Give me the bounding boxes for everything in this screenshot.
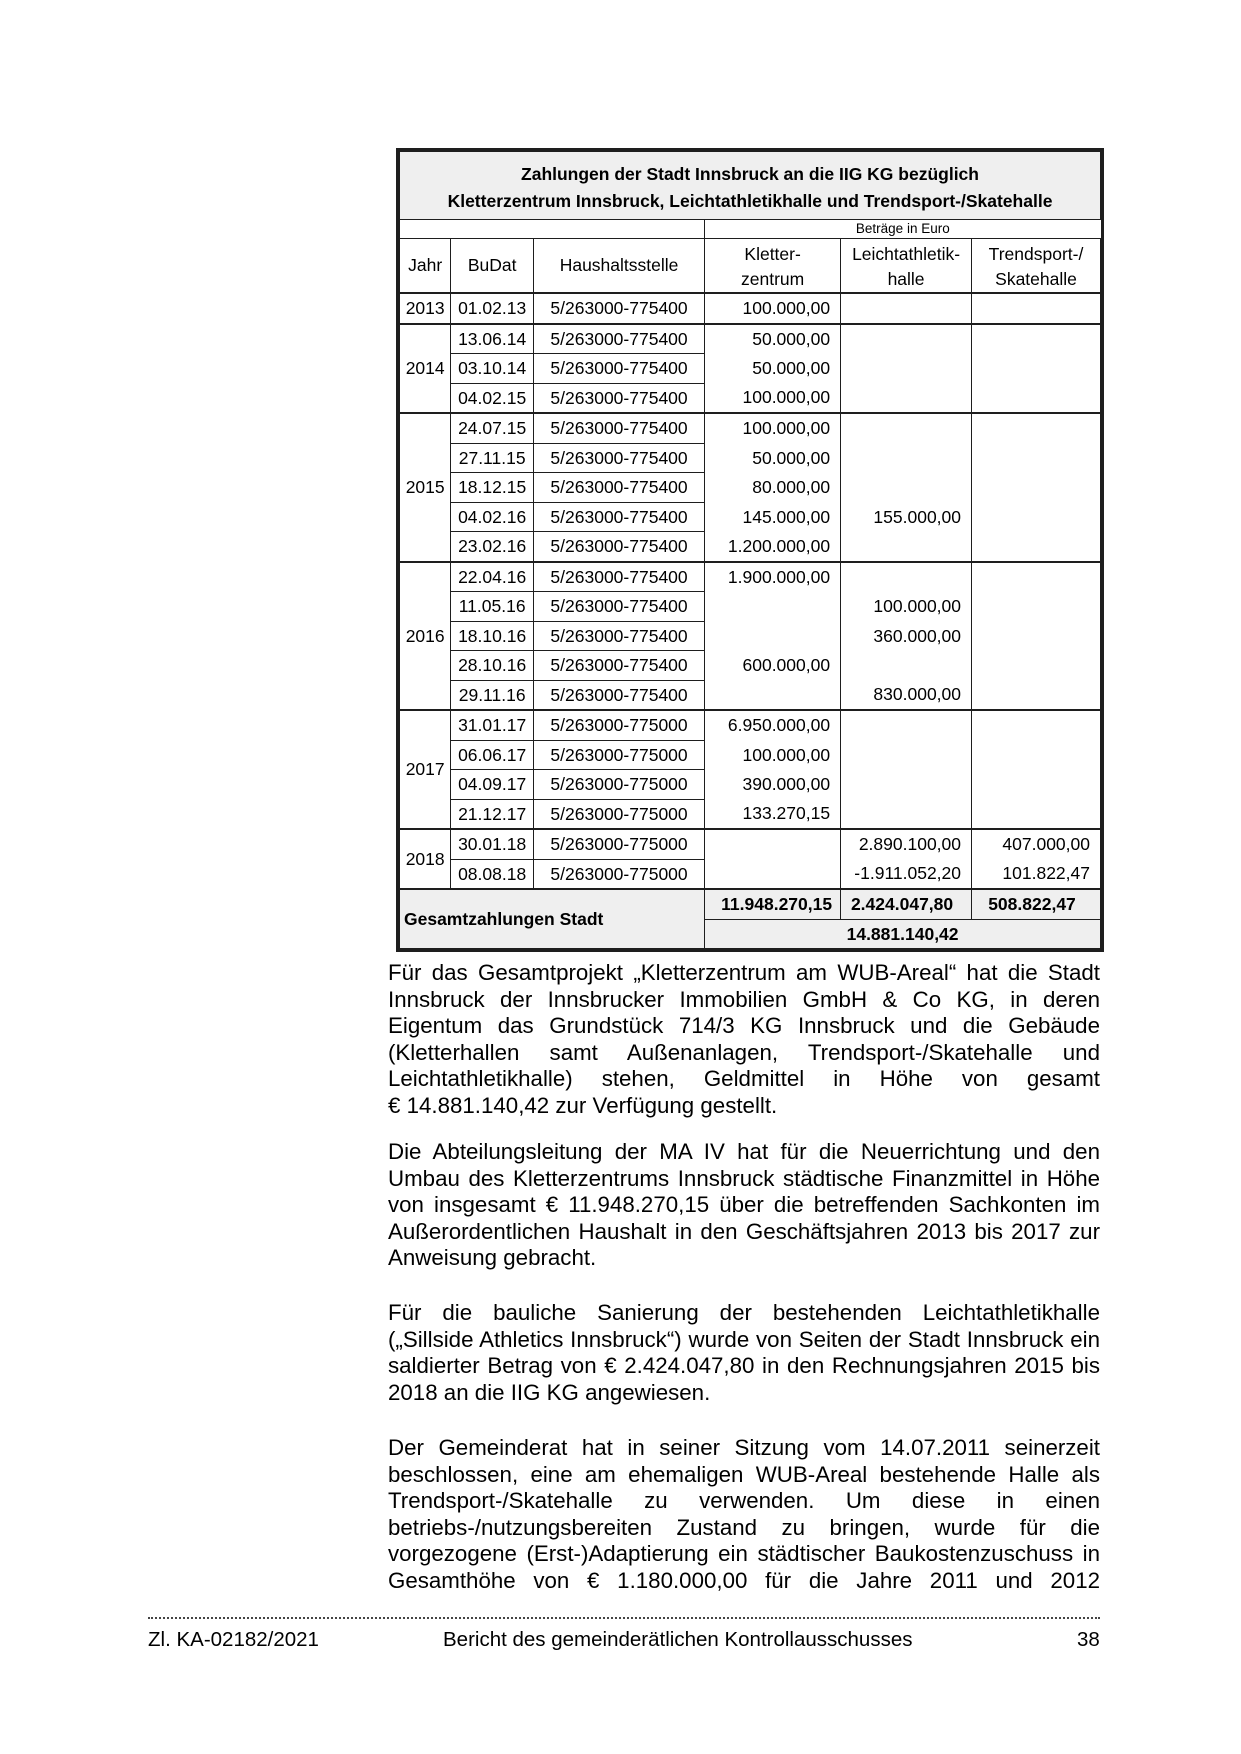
table-row: [400, 651, 1101, 681]
budat-cell: 04.02.15: [451, 383, 534, 413]
paragraph-line: Innsbruck der Innsbrucker Immobilien GmbH & Co KG, in deren: [388, 986, 1100, 1012]
trendsport-cell: [972, 740, 1101, 770]
leichtathletikhalle-cell: [841, 770, 972, 800]
haushaltsstelle-cell: 5/263000-775400: [533, 473, 704, 503]
leichtathletikhalle-cell: [841, 324, 972, 354]
kletterzentrum-cell: 1.200.000,00: [705, 532, 841, 562]
table-row: [400, 829, 1101, 859]
haushaltsstelle-cell: 5/263000-775400: [533, 532, 704, 562]
budat-cell: 04.02.16: [451, 502, 534, 532]
header-budat: BuDat: [451, 239, 534, 294]
kletterzentrum-cell: [705, 829, 841, 859]
paragraph-line: Die Abteilungsleitung der MA IV hat für die Neuerrichtung und den: [388, 1139, 1100, 1164]
haushaltsstelle-cell: 5/263000-775400: [533, 383, 704, 413]
trendsport-cell: [972, 293, 1101, 324]
budat-cell: 18.10.16: [451, 621, 534, 651]
paragraph-line: Außerordentlichen Haushalt in den Geschäftsjahren 2013 bis 2017 zur: [388, 1218, 1100, 1244]
haushaltsstelle-cell: 5/263000-775400: [533, 562, 704, 592]
paragraph-line: Eigentum das Grundstück 714/3 KG Innsbruck und die Gebäude: [388, 1013, 1100, 1038]
trendsport-cell: [972, 473, 1101, 503]
leichtathletikhalle-cell: -1.911.052,20: [841, 859, 972, 889]
kletterzentrum-cell: [705, 621, 841, 651]
kletterzentrum-cell: 100.000,00: [705, 413, 841, 443]
table-row: [400, 293, 1101, 324]
paragraph-line: beschlossen, eine am ehemaligen WUB-Areal bestehende Halle als: [388, 1461, 1100, 1487]
trendsport-cell: [972, 383, 1101, 413]
paragraph-line: Der Gemeinderat hat in seiner Sitzung vom 14.07.2011 seinerzeit: [388, 1435, 1100, 1460]
table-body: [400, 293, 1101, 889]
trendsport-cell: 101.822,47: [972, 859, 1101, 889]
paragraph-line: Umbau des Kletterzentrums Innsbruck städtische Finanzmittel in Höhe: [388, 1165, 1100, 1191]
kletterzentrum-cell: 1.900.000,00: [705, 562, 841, 592]
sum-leichtathletikhalle: 2.424.047,80: [841, 889, 972, 919]
trendsport-cell: [972, 592, 1101, 622]
leichtathletikhalle-cell: [841, 710, 972, 740]
budat-cell: 08.08.18: [451, 859, 534, 889]
trendsport-cell: [972, 502, 1101, 532]
budat-cell: 22.04.16: [451, 562, 534, 592]
footer-ref: Zl. KA-02182/2021: [148, 1628, 319, 1651]
paragraph-2: [388, 1139, 1100, 1272]
kletterzentrum-cell: 600.000,00: [705, 651, 841, 681]
haushaltsstelle-cell: 5/263000-775400: [533, 413, 704, 443]
budat-cell: 28.10.16: [451, 651, 534, 681]
table-row: [400, 680, 1101, 710]
haushaltsstelle-cell: 5/263000-775400: [533, 354, 704, 384]
leichtathletikhalle-cell: [841, 473, 972, 503]
haushaltsstelle-cell: 5/263000-775000: [533, 740, 704, 770]
haushaltsstelle-cell: 5/263000-775400: [533, 680, 704, 710]
kletterzentrum-cell: 390.000,00: [705, 770, 841, 800]
trendsport-cell: [972, 621, 1101, 651]
paragraph-line: Für das Gesamtprojekt „Kletterzentrum am WUB-Areal“ hat die Stadt: [388, 960, 1100, 985]
trendsport-cell: [972, 324, 1101, 354]
trendsport-cell: [972, 443, 1101, 473]
year-cell: 2014: [400, 324, 451, 414]
leichtathletikhalle-cell: [841, 443, 972, 473]
haushaltsstelle-cell: 5/263000-775400: [533, 621, 704, 651]
year-cell: 2013: [400, 293, 451, 324]
table-row: [400, 354, 1101, 384]
haushaltsstelle-cell: 5/263000-775000: [533, 710, 704, 740]
table-row: [400, 740, 1101, 770]
trendsport-cell: [972, 770, 1101, 800]
kletterzentrum-cell: 133.270,15: [705, 799, 841, 829]
table-row: [400, 502, 1101, 532]
table-row: [400, 770, 1101, 800]
kletterzentrum-cell: 6.950.000,00: [705, 710, 841, 740]
header-jahr: Jahr: [400, 239, 451, 294]
haushaltsstelle-cell: 5/263000-775400: [533, 502, 704, 532]
trendsport-cell: 407.000,00: [972, 829, 1101, 859]
paragraph-4: [388, 1435, 1100, 1594]
header-haushaltsstelle: Haushaltsstelle: [533, 239, 704, 294]
haushaltsstelle-cell: 5/263000-775000: [533, 829, 704, 859]
year-cell: 2015: [400, 413, 451, 562]
budat-cell: 29.11.16: [451, 680, 534, 710]
kletterzentrum-cell: 50.000,00: [705, 354, 841, 384]
kletterzentrum-cell: 100.000,00: [705, 740, 841, 770]
leichtathletikhalle-cell: [841, 799, 972, 829]
table-title-line1: Zahlungen der Stadt Innsbruck an die IIG KG bezüglich: [521, 164, 979, 184]
budat-cell: 24.07.15: [451, 413, 534, 443]
budat-cell: 03.10.14: [451, 354, 534, 384]
trendsport-cell: [972, 354, 1101, 384]
trendsport-cell: [972, 799, 1101, 829]
paragraph-line: betriebs-/nutzungsbereiten Zustand zu bringen, wurde für die: [388, 1514, 1100, 1540]
leichtathletikhalle-cell: 2.890.100,00: [841, 829, 972, 859]
haushaltsstelle-cell: 5/263000-775400: [533, 324, 704, 354]
header-trendsport: Trendsport-/ Skatehalle: [972, 239, 1101, 294]
kletterzentrum-cell: [705, 680, 841, 710]
leichtathletikhalle-cell: [841, 740, 972, 770]
year-cell: 2018: [400, 829, 451, 889]
trendsport-cell: [972, 532, 1101, 562]
haushaltsstelle-cell: 5/263000-775400: [533, 293, 704, 324]
header-kletterzentrum: Kletter- zentrum: [705, 239, 841, 294]
budat-cell: 11.05.16: [451, 592, 534, 622]
table-title: [400, 152, 1101, 220]
year-cell: 2017: [400, 710, 451, 829]
trendsport-cell: [972, 651, 1101, 681]
leichtathletikhalle-cell: 830.000,00: [841, 680, 972, 710]
paragraph-line: vorgezogene (Erst-)Adaptierung ein städtischer Baukostenzuschuss in: [388, 1541, 1100, 1566]
paragraph-line: („Sillside Athletics Innsbruck“) wurde von Seiten der Stadt Innsbruck ein: [388, 1326, 1100, 1352]
table-row: [400, 383, 1101, 413]
sum-label: Gesamtzahlungen Stadt: [400, 889, 705, 949]
leichtathletikhalle-cell: [841, 532, 972, 562]
table-row: [400, 413, 1101, 443]
leichtathletikhalle-cell: [841, 293, 972, 324]
haushaltsstelle-cell: 5/263000-775400: [533, 651, 704, 681]
paragraph-line: Gesamthöhe von € 1.180.000,00 für die Jahre 2011 und 2012: [388, 1567, 1100, 1593]
footer-divider: [148, 1617, 1100, 1619]
table-row: [400, 324, 1101, 354]
paragraph-line: € 14.881.140,42 zur Verfügung gestellt.: [388, 1092, 778, 1118]
leichtathletikhalle-cell: [841, 354, 972, 384]
year-cell: 2016: [400, 562, 451, 711]
haushaltsstelle-cell: 5/263000-775000: [533, 799, 704, 829]
kletterzentrum-cell: 50.000,00: [705, 324, 841, 354]
trendsport-cell: [972, 710, 1101, 740]
budat-cell: 23.02.16: [451, 532, 534, 562]
trendsport-cell: [972, 680, 1101, 710]
kletterzentrum-cell: 100.000,00: [705, 383, 841, 413]
kletterzentrum-cell: 80.000,00: [705, 473, 841, 503]
trendsport-cell: [972, 562, 1101, 592]
table-row: [400, 710, 1101, 740]
sum-trendsport: 508.822,47: [972, 889, 1101, 919]
table-row: [400, 859, 1101, 889]
table-row: [400, 532, 1101, 562]
budat-cell: 21.12.17: [451, 799, 534, 829]
payments-table: [396, 148, 1104, 952]
kletterzentrum-cell: 50.000,00: [705, 443, 841, 473]
paragraph-line: 2018 an die IIG KG angewiesen.: [388, 1379, 711, 1405]
paragraph-line: saldierter Betrag von € 2.424.047,80 in den Rechnungsjahren 2015 bis: [388, 1353, 1100, 1378]
page-number: 38: [1077, 1628, 1100, 1651]
table-row: [400, 443, 1101, 473]
haushaltsstelle-cell: 5/263000-775400: [533, 443, 704, 473]
budat-cell: 01.02.13: [451, 293, 534, 324]
paragraph-line: Trendsport-/Skatehalle zu verwenden. Um diese in einen: [388, 1488, 1100, 1513]
leichtathletikhalle-cell: [841, 651, 972, 681]
table-row: [400, 621, 1101, 651]
kletterzentrum-cell: [705, 859, 841, 889]
budat-cell: 04.09.17: [451, 770, 534, 800]
kletterzentrum-cell: [705, 592, 841, 622]
kletterzentrum-cell: 100.000,00: [705, 293, 841, 324]
leichtathletikhalle-cell: 360.000,00: [841, 621, 972, 651]
header-leichtathletikhalle: Leichtathletik- halle: [841, 239, 972, 294]
paragraph-1: [388, 960, 1100, 1119]
paragraph-line: Leichtathletikhalle) stehen, Geldmittel in Höhe von gesamt: [388, 1066, 1100, 1091]
leichtathletikhalle-cell: [841, 562, 972, 592]
budat-cell: 31.01.17: [451, 710, 534, 740]
leichtathletikhalle-cell: 155.000,00: [841, 502, 972, 532]
leichtathletikhalle-cell: [841, 383, 972, 413]
table-row: [400, 592, 1101, 622]
leichtathletikhalle-cell: 100.000,00: [841, 592, 972, 622]
budat-cell: 18.12.15: [451, 473, 534, 503]
trendsport-cell: [972, 413, 1101, 443]
budat-cell: 13.06.14: [451, 324, 534, 354]
unit-note: Beträge in Euro: [705, 220, 1101, 239]
paragraph-3: [388, 1300, 1100, 1406]
paragraph-line: Anweisung gebracht.: [388, 1245, 597, 1270]
table-row: [400, 473, 1101, 503]
haushaltsstelle-cell: 5/263000-775000: [533, 770, 704, 800]
kletterzentrum-cell: 145.000,00: [705, 502, 841, 532]
table-title-line2: Kletterzentrum Innsbruck, Leichtathletikhalle und Trendsport-/Skatehalle: [447, 191, 1053, 211]
sum-kletterzentrum: 11.948.270,15: [705, 889, 841, 919]
leichtathletikhalle-cell: [841, 413, 972, 443]
sum-total: 14.881.140,42: [705, 919, 1101, 949]
table-row: [400, 562, 1101, 592]
paragraph-line: (Kletterhallen samt Außenanlagen, Trendsport-/Skatehalle und: [388, 1039, 1100, 1065]
budat-cell: 06.06.17: [451, 740, 534, 770]
budat-cell: 27.11.15: [451, 443, 534, 473]
budat-cell: 30.01.18: [451, 829, 534, 859]
footer-title: Bericht des gemeinderätlichen Kontrollausschusses: [443, 1628, 913, 1651]
paragraph-line: Für die bauliche Sanierung der bestehenden Leichtathletikhalle: [388, 1300, 1100, 1325]
paragraph-line: von insgesamt € 11.948.270,15 über die betreffenden Sachkonten im: [388, 1192, 1100, 1217]
table-row: [400, 799, 1101, 829]
haushaltsstelle-cell: 5/263000-775000: [533, 859, 704, 889]
haushaltsstelle-cell: 5/263000-775400: [533, 592, 704, 622]
